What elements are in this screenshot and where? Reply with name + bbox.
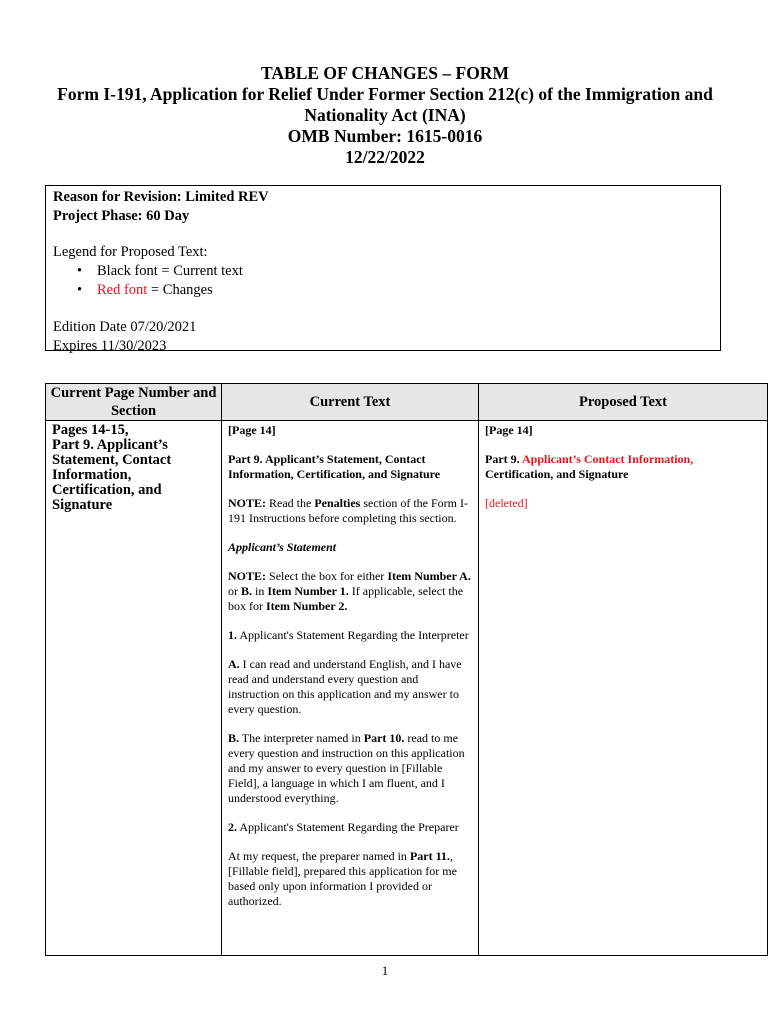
section-cell: [46, 421, 222, 956]
item-b-interpreter: B. The interpreter named in Part 10. read to me every question and instruction on this application and my answer to every question in [Fillable Field], a language in which I am fluent, and I understood everything.: [228, 731, 465, 805]
revision-reason: Reason for Revision: Limited REV: [53, 189, 269, 205]
header-section: Current Page Number and Section: [46, 384, 222, 421]
header-current-text: Current Text: [222, 384, 479, 421]
proposed-part-heading: Part 9. Applicant’s Contact Information, Certification, and Signature: [485, 452, 694, 481]
current-note-penalties: NOTE: Read the Penalties section of the Form I-191 Instructions before completing this section.: [228, 496, 468, 525]
document-date: 12/22/2022: [345, 147, 425, 167]
legend-title: Legend for Proposed Text:: [53, 244, 208, 260]
project-phase: Project Phase: 60 Day: [53, 208, 190, 224]
legend-red-item: [97, 281, 713, 300]
edition-date: Edition Date 07/20/2021: [53, 319, 197, 335]
item-1-interpreter: 1. Applicant's Statement Regarding the Interpreter: [228, 628, 469, 642]
preparer-request-text: At my request, the preparer named in Part 11., [Fillable field], prepared this application for me based only upon information I provided or authorized.: [228, 849, 457, 908]
table-header-row: [46, 384, 768, 421]
legend-list: [53, 262, 713, 300]
legend-red-rest: = Changes: [147, 282, 213, 298]
revision-info-box: [45, 185, 721, 354]
title-line-2: Form I-191, Application for Relief Under Former Section 212(c) of the Immigration and: [57, 84, 713, 104]
page-number: 1: [381, 963, 389, 978]
proposed-deleted-note: [deleted]: [485, 496, 528, 510]
legend-red-label: Red font: [97, 282, 148, 298]
item-a-english: A. I can read and understand English, and I have read and understand every question and instruction on this application and my answer to every question.: [228, 657, 462, 716]
applicant-statement-heading: Applicant’s Statement: [228, 540, 337, 554]
item-2-preparer: 2. Applicant's Statement Regarding the Preparer: [228, 820, 459, 834]
current-note-select-box: NOTE: Select the box for either Item Number A. or B. in Item Number 1. If applicable, select the box for Item Number 2.: [228, 569, 471, 613]
current-page-label: [Page 14]: [228, 423, 276, 437]
proposed-page-label: [Page 14]: [485, 423, 533, 437]
title-line-1: TABLE OF CHANGES – FORM: [261, 63, 509, 83]
header-proposed-text: Proposed Text: [479, 384, 768, 421]
proposed-text-cell: [479, 421, 768, 956]
legend-black-item: • Black font = Current text: [97, 262, 713, 281]
current-part-heading: Part 9. Applicant’s Statement, Contact Information, Certification, and Signature: [228, 452, 441, 481]
changes-table: [45, 383, 768, 956]
omb-number: OMB Number: 1615-0016: [287, 126, 483, 146]
expiration-date: Expires 11/30/2023: [53, 338, 167, 354]
document-title: [40, 63, 730, 168]
title-line-3: Nationality Act (INA): [304, 105, 466, 125]
current-text-cell: [222, 421, 479, 956]
table-row: [46, 421, 768, 956]
section-text: Pages 14-15, Part 9. Applicant’s Statement, Contact Information, Certification, and Signature: [52, 422, 172, 513]
